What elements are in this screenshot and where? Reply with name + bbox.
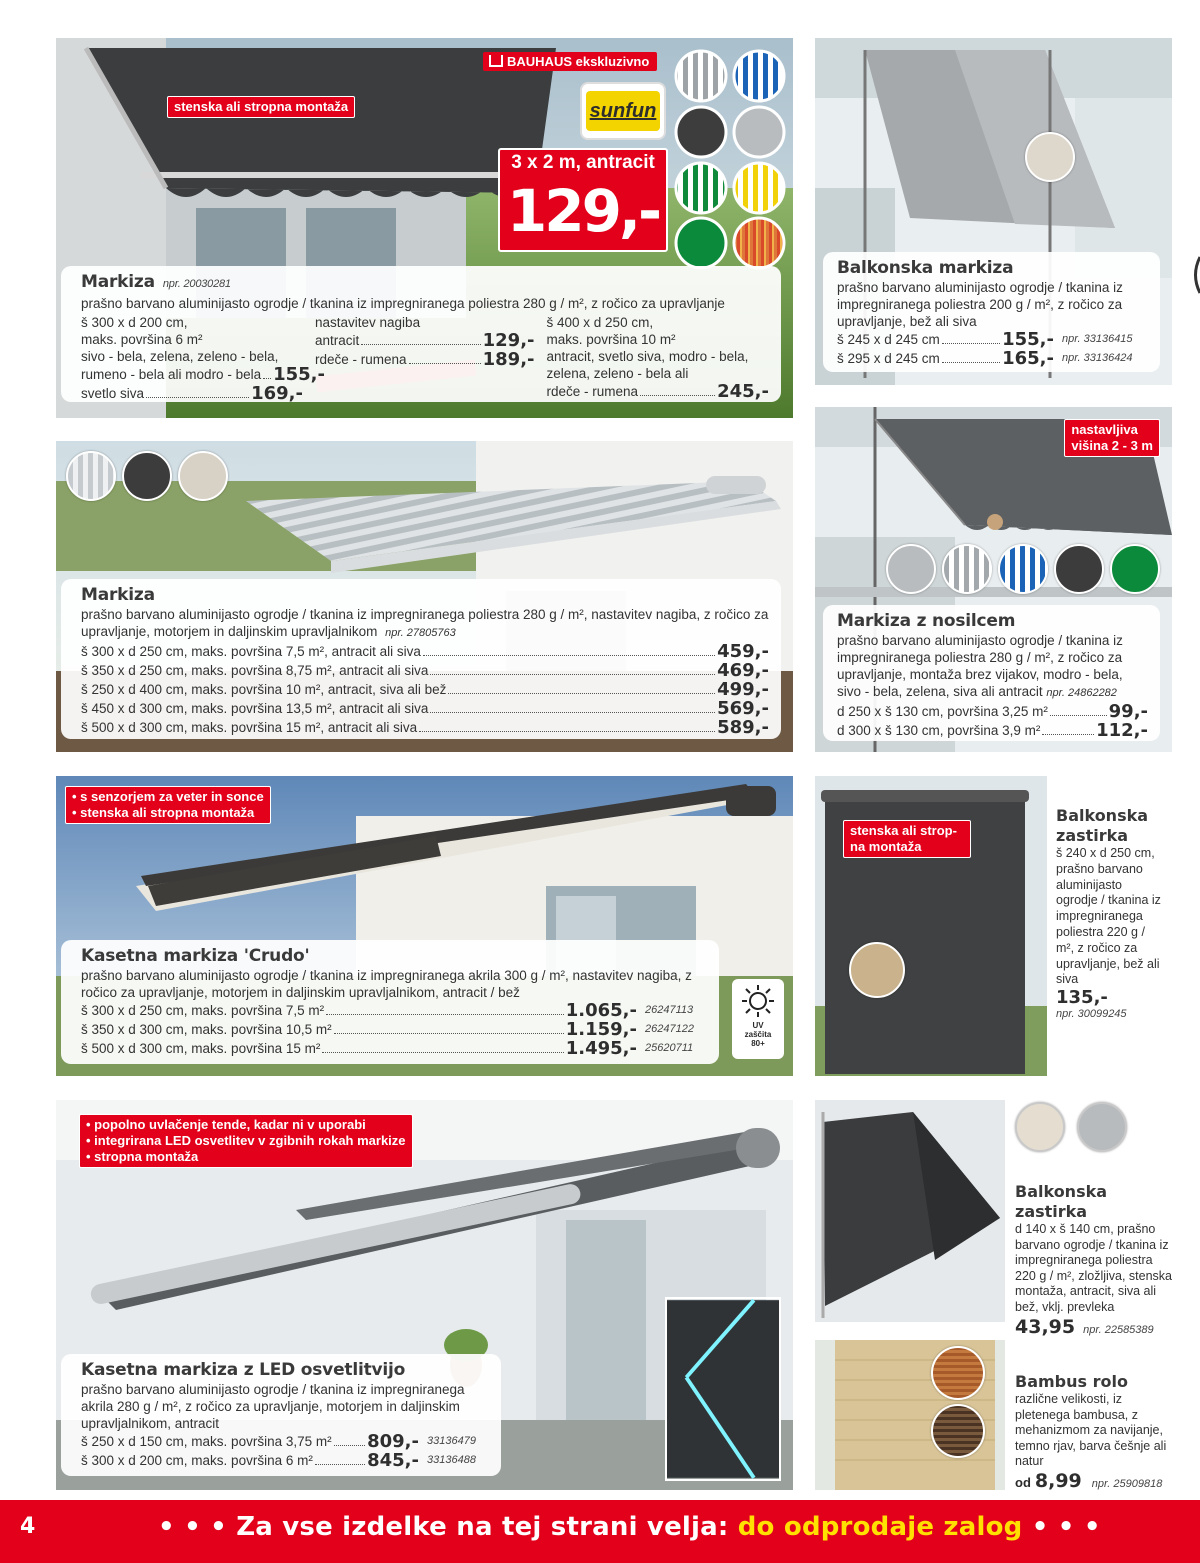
product-description: prašno barvano aluminijasto ogrodje / tkanina iz impregniranega poliestra 280 g / m², z ročico za upravljanje bbox=[81, 296, 725, 311]
product-title: Balkonska markiza bbox=[837, 258, 1014, 278]
swatch-green bbox=[1110, 544, 1160, 594]
product-title: Kasetna markiza 'Crudo' bbox=[81, 946, 310, 966]
price-row: rdeče - rumena 189,- bbox=[315, 349, 535, 370]
price-row: š 300 x d 250 cm, maks. površina 7,5 m², antracit ali siva 459,- bbox=[81, 641, 769, 662]
article-number: npr. 30099245 bbox=[1056, 1008, 1127, 1021]
product-title: Markiza z nosilcem bbox=[837, 611, 1016, 631]
swatch-beige bbox=[1015, 1102, 1065, 1152]
info-box bbox=[61, 940, 719, 1064]
price: 189,- bbox=[482, 349, 535, 370]
product-description: prašno barvano aluminijasto ogrodje / tkanina iz impregniranega akrila 280 g / m², z ročico za upravljanje, motorjem in daljinskim upravljalnikom, antracit bbox=[81, 1382, 465, 1431]
mounting-tag: stenska ali strop- na montaža bbox=[843, 820, 971, 858]
price-row: š 350 x d 250 cm, maks. površina 8,75 m², antracit ali siva 469,- bbox=[81, 660, 769, 681]
swatch-beige bbox=[1025, 132, 1075, 182]
price-row: antracit 129,- bbox=[315, 330, 535, 351]
feature-tag: • s senzorjem za veter in sonce • stenska ali stropna montaža bbox=[65, 786, 271, 824]
price-row: š 350 x d 300 cm, maks. površina 10,5 m² 1.159,- 26247122 bbox=[81, 1019, 694, 1040]
article-number: npr. 22585389 bbox=[1083, 1323, 1154, 1336]
product-card-kasetna-markiza-led[interactable] bbox=[56, 1100, 793, 1490]
product-title: Markiza npr. 20030281 bbox=[81, 272, 231, 292]
footer-text: • • • Za vse izdelke na tej strani velja: do odprodaje zalog • • • bbox=[158, 1512, 1101, 1542]
info-column: Bambus rolo različne velikosti, iz pletenega bambusa, z mehanizmom za navijanje, temno rjav, barva češnje ali natur od 8,99 npr. 25909818 bbox=[1015, 1372, 1172, 1492]
bauhaus-exclusive-badge: BAUHAUS ekskluzivno bbox=[483, 52, 657, 71]
article-number: npr. 20030281 bbox=[162, 278, 231, 290]
product-card-balkonska-zastirka[interactable] bbox=[815, 776, 1172, 1076]
product-title: Kasetna markiza z LED osvetlitvijo bbox=[81, 1360, 406, 1380]
price-row: š 295 x d 245 cm 165,- npr. 33136424 bbox=[837, 348, 1133, 369]
price: 155,- bbox=[273, 364, 325, 385]
info-box: Markiza npr. 20030281 prašno barvano aluminijasto ogrodje / tkanina iz impregniranega poliestra 280 g / m², z ročico za upravljanje š 300 x d 200 cm, maks. površina 6 m² sivo - bela, zelena, zeleno - bela, rumeno - bela ali modro - bela 155,- svetlo siva 169,- nastavitev nagiba antracit 129,- rdeče - rumena 189,- š 400 x d 250 cm, maks. površina 10 m² antracit, svetlo siva, modro - bela, zelena, zeleno - bela ali rdeče - rumena 245,- bbox=[61, 266, 781, 402]
swatch-grey-white bbox=[942, 544, 992, 594]
swatch-anthracite bbox=[122, 451, 172, 501]
uv-protection-badge: UV zaščita 80+ bbox=[732, 979, 784, 1059]
price-row: š 250 x d 150 cm, maks. površina 3,75 m² 809,- 33136479 bbox=[81, 1431, 476, 1452]
product-title: Bambus rolo bbox=[1015, 1372, 1128, 1391]
product-title: Balkonska zastirka bbox=[1015, 1182, 1108, 1221]
price: 8,99 bbox=[1034, 1469, 1082, 1492]
price-row: š 450 x d 300 cm, maks. površina 13,5 m², antracit ali siva 569,- bbox=[81, 698, 769, 719]
product-description: prašno barvano aluminijasto ogrodje / tkanina iz impregniranega akrila 300 g / m², nastavitev nagiba, z ročico za upravljanje, motorjem in daljinskim upravljalnikom, antracit / bež bbox=[81, 968, 692, 1000]
info-box bbox=[823, 252, 1160, 372]
mounting-tag: stenska ali stropna montaža bbox=[167, 96, 355, 118]
swatch-beige bbox=[849, 942, 905, 998]
price: 169,- bbox=[251, 383, 303, 404]
product-description: prašno barvano aluminijasto ogrodje / tkanina iz impregniranega poliestra 280 g / m², nastavitev nagiba, z ročico za upravljanje, motorjem in daljinskim upravljalnikom npr. 27805763 bbox=[81, 607, 769, 639]
price: 135,- bbox=[1056, 987, 1108, 1009]
swatch-dark-brown bbox=[931, 1404, 985, 1458]
page-number: 4 bbox=[20, 1514, 36, 1539]
price: 43,95 bbox=[1015, 1315, 1076, 1338]
price-row: š 500 x d 300 cm, maks. površina 15 m², antracit ali siva 589,- bbox=[81, 717, 769, 738]
footer-banner bbox=[0, 1500, 1200, 1563]
price-row: š 300 x d 250 cm, maks. površina 7,5 m² 1.065,- 26247113 bbox=[81, 1000, 694, 1021]
price-row: š 245 x d 245 cm 155,- npr. 33136415 bbox=[837, 329, 1133, 350]
info-column bbox=[1015, 1182, 1175, 1338]
swatch-grey-striped bbox=[66, 451, 116, 501]
product-description: d 140 x š 140 cm, prašno barvano ogrodje / tkanina iz impregniranega poliestra 220 g / m², zložljiva, stenska montaža, antracit, siva ali bež, vklj. prevleka bbox=[1015, 1222, 1173, 1314]
article-number: npr. 24862282 bbox=[1046, 687, 1117, 699]
product-title: Markiza bbox=[81, 585, 155, 605]
info-box bbox=[823, 605, 1160, 741]
height-tag: nastavljiva višina 2 - 3 m bbox=[1064, 419, 1160, 457]
price-row: š 500 x d 300 cm, maks. površina 15 m² 1.495,- 25620711 bbox=[81, 1038, 694, 1059]
product-description: prašno barvano aluminijasto ogrodje / tkanina iz impregniranega poliestra 280 g / m², z ročico za upravljanje, montaža brez vijakov, modro - bela, sivo - bela, zelena, siva ali antracit npr. 24862282 bbox=[837, 633, 1123, 699]
price-row: svetlo siva 169,- bbox=[81, 383, 303, 404]
product-card-balkonska-markiza[interactable] bbox=[815, 38, 1172, 385]
footer-highlight: do odprodaje zalog bbox=[737, 1512, 1023, 1542]
swatch-beige bbox=[178, 451, 228, 501]
product-description: različne velikosti, iz pletenega bambusa, z mehanizmom za navijanje, temno rjav, barva češnje ali natur bbox=[1015, 1392, 1167, 1469]
led-detail-photo bbox=[665, 1297, 781, 1481]
info-box bbox=[61, 579, 781, 739]
sun-icon bbox=[740, 983, 776, 1019]
feature-tag: • popolno uvlačenje tende, kadar ni v uporabi • integrirana LED osvetlitev v zgibnih rokah markize • stropna montaža bbox=[79, 1114, 413, 1168]
house-icon bbox=[489, 55, 503, 67]
product-description: š 240 x d 250 cm, prašno barvano aluminijasto ogrodje / tkanina iz impregniranega poliestra 220 g / m², z ročico za upravljanje, bež ali siva bbox=[1056, 846, 1161, 987]
sunfun-logo: sunfun bbox=[580, 82, 666, 140]
product-description: prašno barvano aluminijasto ogrodje / tkanina iz impregniranega poliestra 200 g / m², z ročico za upravljanje, bež ali siva bbox=[837, 280, 1123, 329]
price-row: š 250 x d 400 cm, maks. površina 10 m², antracit, siva ali bež 499,- bbox=[81, 679, 769, 700]
product-card-markiza-sunfun[interactable] bbox=[56, 38, 793, 418]
price-row: d 250 x š 130 cm, površina 3,25 m² 99,- bbox=[837, 701, 1148, 722]
color-swatches bbox=[673, 48, 793, 268]
folding-screen-photo bbox=[815, 1100, 1005, 1322]
price-row: d 300 x š 130 cm, površina 3,9 m² 112,- bbox=[837, 720, 1148, 741]
promo-price-badge: 3 x 2 m, antracit 129,- bbox=[498, 148, 668, 252]
price: 129,- bbox=[482, 330, 535, 351]
swatch-grey bbox=[886, 544, 936, 594]
article-number: npr. 27805763 bbox=[385, 627, 456, 639]
article-number: npr. 25909818 bbox=[1091, 1477, 1163, 1490]
product-card-kasetna-markiza-crudo[interactable] bbox=[56, 776, 793, 1076]
product-card-bambus-rolo[interactable] bbox=[815, 1340, 1172, 1490]
price-row: rdeče - rumena 245,- bbox=[546, 381, 769, 402]
swatch-anthracite bbox=[1054, 544, 1104, 594]
price: 245,- bbox=[717, 381, 769, 402]
swatch-blue-white bbox=[998, 544, 1048, 594]
swatch-cherry bbox=[931, 1346, 985, 1400]
swatch-grey bbox=[1077, 1102, 1127, 1152]
product-card-markiza-z-nosilcem[interactable] bbox=[815, 407, 1172, 752]
product-card-balkonska-zastirka-fold[interactable] bbox=[815, 1100, 1173, 1338]
price-row: rumeno - bela ali modro - bela 155,- bbox=[81, 364, 325, 385]
info-box bbox=[61, 1354, 501, 1476]
info-column bbox=[1047, 776, 1172, 1076]
product-title: Balkonska zastirka bbox=[1056, 806, 1149, 845]
edge-decoration bbox=[1190, 255, 1200, 295]
product-card-markiza-motor[interactable] bbox=[56, 441, 793, 752]
price-row: š 300 x d 200 cm, maks. površina 6 m² 845,- 33136488 bbox=[81, 1450, 476, 1471]
